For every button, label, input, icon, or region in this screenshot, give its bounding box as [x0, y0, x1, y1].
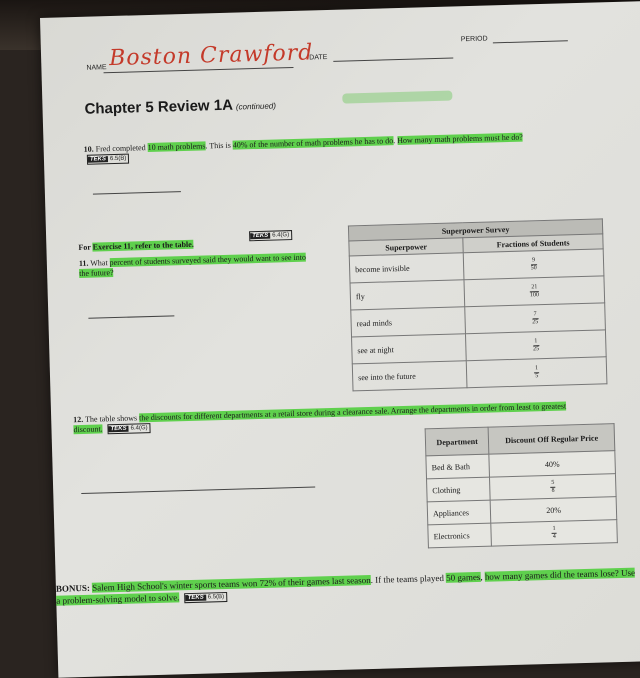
- question-10-highlight: 10 math problems: [147, 141, 206, 153]
- date-line: [333, 57, 453, 61]
- bonus-text: ,: [480, 571, 485, 582]
- bonus-question: [56, 567, 636, 607]
- fraction: [552, 525, 557, 540]
- fraction: [534, 365, 539, 380]
- page-title: [84, 95, 276, 117]
- title-sub: (continued): [235, 101, 277, 112]
- worksheet-page: [40, 0, 640, 678]
- survey-fraction-cell: [466, 330, 606, 361]
- exercise-11-teks: [246, 230, 292, 241]
- teks-badge: [87, 154, 130, 165]
- survey-fraction-cell: [463, 249, 603, 280]
- question-12-highlight: the discounts for different departments at a retail store during a clearance sale. Arrange the departments in order from least to greatest discount.: [73, 401, 567, 435]
- bonus-highlight: Salem High School's winter sports teams won 72% of their games last season: [92, 574, 371, 593]
- question-10-highlight: 40% of the number of math problems he has to do: [232, 136, 394, 150]
- table-row: [352, 357, 607, 391]
- fraction-denominator: 25: [532, 345, 540, 352]
- survey-superpower: become invisible: [349, 253, 464, 283]
- teks-badge: [107, 423, 150, 434]
- exercise-11-highlight: Exercise 11, refer to the table.: [92, 239, 194, 252]
- discount-value: 40%: [489, 451, 615, 478]
- teks-badge: [249, 230, 292, 241]
- survey-header-superpower: Superpower: [349, 238, 464, 256]
- teks-code: 6.4(G): [272, 232, 290, 239]
- survey-header-fraction: Fractions of Students: [463, 234, 603, 253]
- fraction-denominator: 8: [551, 487, 555, 494]
- teks-code: 6.5(B): [207, 594, 225, 601]
- answer-line-10[interactable]: [93, 191, 181, 194]
- discount-department: Electronics: [428, 523, 492, 548]
- bonus-highlight: how many games did the teams lose? Use a problem-solving model to solve.: [56, 567, 636, 606]
- fraction: [530, 284, 539, 299]
- fraction-numerator: 1: [534, 365, 539, 373]
- question-10: [84, 132, 554, 165]
- bonus-label: BONUS:: [55, 582, 91, 594]
- teks-logo: TEKS: [187, 594, 204, 602]
- discount-header-department: Department: [425, 427, 489, 456]
- period-line: [493, 40, 568, 43]
- discount-value: 20%: [490, 497, 616, 524]
- survey-superpower: fly: [350, 280, 465, 310]
- period-label: PERIOD: [460, 35, 488, 44]
- date-label: DATE: [309, 53, 328, 62]
- bonus-highlight: 50 games: [445, 571, 481, 583]
- student-name: Boston Crawford: [108, 40, 314, 72]
- teks-code: 6.5(B): [109, 155, 127, 163]
- discount-header-value: Discount Off Regular Price: [488, 424, 614, 454]
- question-12-number: 12.: [73, 414, 84, 425]
- teks-logo: TEKS: [252, 232, 269, 240]
- fraction-numerator: 5: [550, 479, 555, 487]
- answer-line-12[interactable]: [81, 486, 315, 494]
- bonus-text: . If the teams played: [370, 572, 447, 585]
- fraction-denominator: 4: [552, 533, 556, 540]
- answer-line-11[interactable]: [88, 315, 174, 318]
- question-11: [79, 253, 309, 279]
- survey-title: Superpower Survey: [348, 219, 602, 241]
- question-11-text: What: [90, 258, 110, 268]
- fraction: [533, 338, 539, 353]
- fraction: [532, 311, 538, 326]
- highlight-smudge: [342, 91, 452, 104]
- question-10-text: . This is: [205, 140, 233, 151]
- exercise-11-instruction: [78, 240, 194, 253]
- fraction-numerator: 21: [530, 284, 539, 292]
- title-main: Chapter 5 Review 1A: [84, 96, 234, 118]
- question-10-text: Fred completed: [95, 143, 148, 154]
- question-10-text: .: [393, 136, 398, 146]
- fraction-denominator: 50: [530, 264, 537, 271]
- question-10-number: 10.: [83, 144, 94, 154]
- question-12-text: The table shows: [84, 413, 140, 424]
- table-row: [428, 520, 618, 548]
- question-10-highlight: How many math problems must he do?: [397, 132, 524, 146]
- survey-superpower: see at night: [352, 334, 467, 364]
- survey-superpower: see into the future: [352, 361, 467, 391]
- survey-superpower: read minds: [351, 307, 466, 337]
- name-label: NAME: [86, 64, 107, 72]
- fraction-denominator: 25: [532, 318, 539, 325]
- survey-fraction-cell: [466, 357, 606, 388]
- fraction: [530, 257, 536, 272]
- teks-logo: TEKS: [89, 156, 107, 163]
- fraction-denominator: 5: [535, 372, 539, 379]
- survey-fraction-cell: [465, 303, 605, 334]
- discount-value-cell: [491, 520, 617, 547]
- discount-department: Bed & Bath: [426, 454, 490, 479]
- superpower-survey-table: [348, 218, 608, 391]
- exercise-11-prefix: For: [78, 242, 93, 253]
- teks-code: 6.4(G): [130, 425, 148, 432]
- discount-department: Appliances: [427, 500, 491, 525]
- question-11-highlight: percent of students surveyed said they would want to see into the future?: [79, 252, 307, 279]
- survey-fraction-cell: [464, 276, 604, 307]
- fraction-numerator: 1: [552, 525, 557, 533]
- fraction-numerator: 7: [532, 311, 538, 319]
- fraction-denominator: 100: [529, 291, 540, 298]
- discount-table: [425, 423, 618, 548]
- question-11-number: 11.: [78, 258, 89, 269]
- teks-badge: [185, 592, 228, 603]
- teks-logo: TEKS: [110, 425, 127, 433]
- discount-department: Clothing: [427, 477, 491, 502]
- fraction-numerator: 9: [530, 257, 536, 265]
- fraction: [550, 479, 555, 494]
- fraction-numerator: 1: [533, 338, 539, 346]
